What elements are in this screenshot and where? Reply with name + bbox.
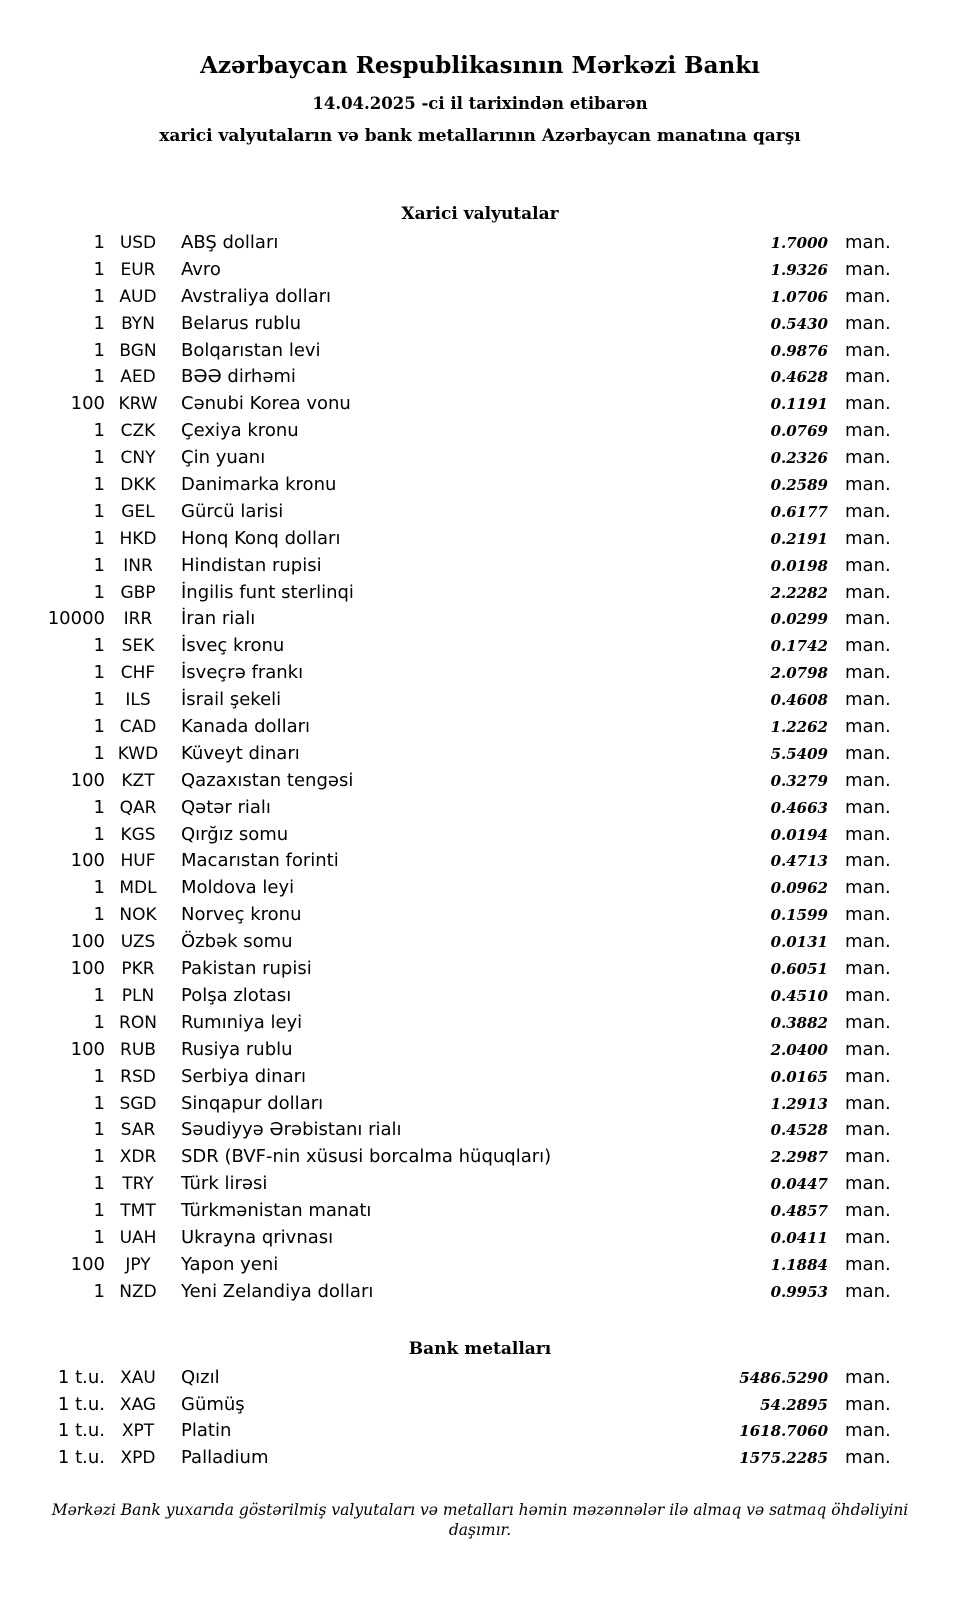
rate-quantity: 100 [70,931,105,953]
currency-code: DKK [120,475,156,496]
rate-quantity: 1 [93,232,105,253]
currency-name: Qazaxıstan tengəsi [181,769,354,791]
rate-value: 1618.7060 [739,1422,828,1441]
currency-code: IRR [123,609,153,630]
disclaimer-text: Mərkəzi Bank yuxarıda göstərilmiş valyutaları və metalları həmin məzənnələr ilə almaq və satmaq öhdəliyini daşımır. [51,1501,909,1540]
currency-code: CZK [120,421,156,442]
unit-label: man. [845,285,891,307]
rate-quantity: 1 [93,420,105,442]
rate-value: 0.5430 [770,314,828,333]
currency-name: Yeni Zelandiya dolları [181,1280,374,1302]
unit-label: man. [845,258,891,280]
currency-code: CNY [120,448,156,469]
currency-name: Səudiyyə Ərəbistanı rialı [181,1119,402,1141]
currency-code: CHF [120,663,156,684]
currency-name: SDR (BVF-nin xüsusi borcalma hüquqları) [181,1146,552,1168]
rate-value: 0.4628 [770,368,828,387]
rate-row [0,1420,893,1447]
rate-quantity: 1 [93,984,105,1006]
rate-row [0,582,893,609]
rate-row [0,716,893,743]
rate-value: 1.9326 [770,260,828,279]
rate-row [0,1012,893,1039]
rate-value: 0.4528 [770,1121,828,1140]
unit-label: man. [845,1011,891,1033]
currency-name: Çexiya kronu [181,420,299,442]
currency-code: RSD [120,1066,156,1087]
currency-name: Türk lirəsi [181,1173,268,1195]
rate-row [0,1039,893,1066]
rate-value: 0.3279 [770,771,828,790]
unit-label: man. [845,742,891,764]
rate-row [0,1394,893,1421]
rate-quantity: 1 [93,662,105,684]
currency-name: Norveç kronu [181,904,302,926]
rate-quantity: 1 [93,1092,105,1114]
rate-value: 1.7000 [770,234,828,252]
rate-value: 2.2282 [770,583,828,602]
unit-label: man. [845,527,891,549]
currency-code: AED [120,367,156,388]
currency-code: RUB [120,1039,156,1060]
rate-quantity: 1 [93,581,105,603]
unit-label: man. [845,823,891,845]
unit-label: man. [845,1253,891,1275]
currency-name: Qızıl [181,1366,220,1388]
currency-name: Qətər rialı [181,796,271,818]
rate-row [0,1093,893,1120]
rate-row [0,1119,893,1146]
rate-row [0,1281,893,1308]
currency-name: Polşa zlotası [181,984,292,1006]
page-title: Azərbaycan Respublikasının Mərkəzi Bankı [200,52,760,79]
currency-name: Kanada dolları [181,716,311,738]
currency-name: Belarus rublu [181,312,302,334]
rate-quantity: 1 [93,877,105,899]
rate-value: 5.5409 [770,744,828,763]
unit-label: man. [845,474,891,496]
currency-code: AUD [119,286,157,307]
unit-label: man. [845,958,891,980]
currency-code: INR [123,555,153,576]
currency-code: BYN [121,313,155,334]
rate-row [0,393,893,420]
unit-label: man. [845,554,891,576]
currency-code: XPD [120,1448,156,1469]
currency-name: Macarıstan forinti [181,850,339,872]
currency-name: Avro [181,258,221,280]
currency-name: İsveç kronu [181,635,285,657]
rate-value: 0.4510 [770,986,828,1005]
currency-code: JPY [125,1254,151,1275]
rate-quantity: 100 [70,769,105,791]
rate-value: 0.0447 [770,1175,828,1194]
currency-code: USD [119,233,157,253]
currency-code: KWD [117,743,159,764]
rate-value: 0.9876 [770,341,828,360]
rate-row [0,1200,893,1227]
metals-section-title: Bank metalları [408,1338,552,1359]
rate-row [0,958,893,985]
rate-row [0,1254,893,1281]
rate-quantity: 100 [70,393,105,415]
rate-row [0,877,893,904]
rate-value: 1.1884 [770,1255,828,1274]
rate-row [0,1367,893,1394]
currency-name: İran rialı [181,608,256,630]
rate-value: 0.4713 [770,852,828,871]
rate-row [0,662,893,689]
currency-name: Çin yuanı [181,447,266,469]
rate-quantity: 1 [93,258,105,280]
rate-value: 1.0706 [770,287,828,306]
rate-quantity: 1 [93,312,105,334]
rate-row [0,474,893,501]
rate-row [0,904,893,931]
rate-quantity: 1 [93,285,105,307]
currency-code: KGS [120,824,156,845]
currency-code: BGN [119,340,157,361]
rate-quantity: 1 [93,1146,105,1168]
rate-quantity: 1 t.u. [57,1366,105,1388]
unit-label: man. [845,635,891,657]
currency-code: GEL [121,501,155,522]
currency-name: Gürcü larisi [181,500,284,522]
rate-row [0,635,893,662]
currency-code: HUF [120,851,156,872]
currency-name: Moldova leyi [181,877,295,899]
rate-value: 0.0411 [770,1228,828,1247]
unit-label: man. [845,1226,891,1248]
rate-row [0,528,893,555]
rate-row [0,850,893,877]
rate-value: 0.1191 [770,395,828,414]
unit-label: man. [845,1420,891,1442]
currency-code: PKR [121,959,155,980]
unit-label: man. [845,339,891,361]
currency-name: BƏƏ dirhəmi [181,366,296,388]
rate-value: 0.1599 [770,906,828,925]
currency-name: Platin [181,1420,232,1442]
rate-quantity: 100 [70,958,105,980]
unit-label: man. [845,393,891,415]
rate-row [0,555,893,582]
rate-value: 54.2895 [760,1395,828,1414]
currency-code: SAR [120,1120,156,1141]
currency-code: XAG [119,1394,157,1415]
unit-label: man. [845,1146,891,1168]
currency-code: UAH [119,1227,157,1248]
unit-label: man. [845,1065,891,1087]
currency-name: İngilis funt sterlinqi [181,581,354,603]
rate-row [0,770,893,797]
currency-name: Küveyt dinarı [181,742,300,764]
rate-quantity: 1 [93,339,105,361]
unit-label: man. [845,1092,891,1114]
rate-quantity: 1 [93,1280,105,1302]
rate-value: 0.0194 [770,825,828,844]
currency-code: GBP [120,582,156,603]
rate-quantity: 1 [93,1200,105,1222]
rate-value: 2.2987 [770,1148,828,1167]
currency-name: Palladium [181,1447,269,1469]
currency-code: HKD [119,528,157,549]
currency-code: SGD [119,1093,157,1114]
currency-code: EUR [120,259,156,280]
rate-row [0,931,893,958]
rate-quantity: 100 [70,1038,105,1060]
rate-value: 0.4663 [770,798,828,817]
rate-row [0,1146,893,1173]
unit-label: man. [845,447,891,469]
effective-date-line: 14.04.2025 -ci il tarixindən etibarən [312,94,648,113]
unit-label: man. [845,850,891,872]
rate-row [0,232,893,259]
rate-value: 0.0131 [770,933,828,952]
currency-code: XPT [121,1421,155,1442]
rate-quantity: 1 [93,742,105,764]
rate-value: 0.1742 [770,637,828,656]
rate-quantity: 1 t.u. [57,1420,105,1442]
unit-label: man. [845,366,891,388]
rate-row [0,447,893,474]
rate-quantity: 1 t.u. [57,1393,105,1415]
currency-code: MDL [119,878,157,899]
currency-name: Hindistan rupisi [181,554,322,576]
rate-row [0,366,893,393]
rate-value: 1575.2285 [739,1449,828,1468]
unit-label: man. [845,1038,891,1060]
currency-code: NZD [119,1281,157,1302]
rate-quantity: 1 [93,1226,105,1248]
currencies-table [0,232,893,1308]
rate-row [0,1173,893,1200]
unit-label: man. [845,1366,891,1388]
currencies-section-title: Xarici valyutalar [401,204,559,224]
currency-code: NOK [119,905,157,926]
unit-label: man. [845,796,891,818]
rate-row [0,689,893,716]
unit-label: man. [845,581,891,603]
currency-code: KZT [121,770,155,791]
rate-row [0,743,893,770]
rate-row [0,797,893,824]
rate-value: 0.3882 [770,1013,828,1032]
rate-value: 0.2191 [770,529,828,548]
unit-label: man. [845,716,891,738]
currency-name: Honq Konq dolları [181,527,341,549]
unit-label: man. [845,312,891,334]
rate-row [0,1227,893,1254]
currency-name: Yapon yeni [181,1253,279,1275]
unit-label: man. [845,689,891,711]
unit-label: man. [845,1393,891,1415]
currency-code: TRY [122,1174,154,1195]
unit-label: man. [845,1200,891,1222]
rate-quantity: 1 [93,635,105,657]
rate-row [0,501,893,528]
rate-quantity: 1 [93,527,105,549]
rate-row [0,313,893,340]
rate-row [0,824,893,851]
rate-value: 5486.5290 [739,1368,828,1387]
rate-quantity: 1 [93,1065,105,1087]
unit-label: man. [845,931,891,953]
rate-quantity: 1 [93,500,105,522]
currency-code: PLN [121,985,155,1006]
rate-value: 0.0769 [770,422,828,441]
rate-value: 0.0198 [770,556,828,575]
unit-label: man. [845,232,891,253]
rate-quantity: 1 [93,554,105,576]
rate-value: 0.0962 [770,879,828,898]
currency-name: İsrail şekeli [181,689,282,711]
unit-label: man. [845,877,891,899]
unit-label: man. [845,984,891,1006]
rate-quantity: 1 [93,1173,105,1195]
rate-quantity: 10000 [47,608,105,630]
currency-code: ILS [125,690,151,711]
rate-value: 0.2589 [770,476,828,495]
unit-label: man. [845,1447,891,1469]
document-subtitle: xarici valyutaların və bank metallarının Azərbaycan manatına qarşı [159,126,801,146]
currency-name: Pakistan rupisi [181,958,312,980]
rate-quantity: 100 [70,850,105,872]
currency-name: Qırğız somu [181,823,289,845]
rate-row [0,608,893,635]
rate-row [0,340,893,367]
currency-name: Sinqapur dolları [181,1092,324,1114]
rate-quantity: 1 [93,796,105,818]
currency-name: ABŞ dolları [181,232,279,253]
currency-name: Gümüş [181,1393,245,1415]
rate-quantity: 1 [93,716,105,738]
currency-code: TMT [120,1201,156,1222]
rate-quantity: 1 [93,1011,105,1033]
metals-table [0,1367,893,1475]
unit-label: man. [845,1280,891,1302]
rate-value: 0.0299 [770,610,828,629]
rate-value: 0.4857 [770,1202,828,1221]
currency-code: XAU [120,1367,156,1388]
currency-code: CAD [119,717,157,738]
currency-code: UZS [120,932,156,953]
unit-label: man. [845,500,891,522]
currency-name: İsveçrə frankı [181,662,304,684]
currency-name: Bolqarıstan levi [181,339,321,361]
unit-label: man. [845,420,891,442]
rate-quantity: 1 [93,447,105,469]
currency-name: Özbək somu [181,931,293,953]
unit-label: man. [845,608,891,630]
rate-value: 0.6177 [770,502,828,521]
rate-quantity: 1 [93,904,105,926]
currency-name: Cənubi Korea vonu [181,393,351,415]
rate-value: 0.2326 [770,449,828,468]
currency-code: QAR [119,797,157,818]
unit-label: man. [845,904,891,926]
currency-code: XDR [119,1147,157,1168]
currency-name: Türkmənistan manatı [181,1200,372,1222]
currency-name: Avstraliya dolları [181,285,332,307]
currency-name: Rusiya rublu [181,1038,293,1060]
rate-row [0,259,893,286]
rate-quantity: 1 [93,823,105,845]
unit-label: man. [845,662,891,684]
rate-row [0,1066,893,1093]
rate-value: 0.4608 [770,691,828,710]
rate-quantity: 100 [70,1253,105,1275]
currency-name: Serbiya dinarı [181,1065,306,1087]
unit-label: man. [845,769,891,791]
rate-row [0,1447,893,1474]
rate-value: 0.9953 [770,1282,828,1301]
rate-value: 1.2913 [770,1094,828,1113]
rate-value: 2.0400 [770,1040,828,1059]
rate-value: 0.6051 [770,960,828,979]
currency-name: Ukrayna qrivnası [181,1226,334,1248]
rate-row [0,420,893,447]
rate-value: 2.0798 [770,664,828,683]
currency-name: Danimarka kronu [181,474,337,496]
rate-value: 0.0165 [770,1067,828,1086]
currency-code: KRW [118,394,158,415]
rate-quantity: 1 [93,474,105,496]
currency-code: RON [119,1012,157,1033]
rate-row [0,985,893,1012]
rate-quantity: 1 [93,1119,105,1141]
rate-quantity: 1 t.u. [57,1447,105,1469]
rate-quantity: 1 [93,689,105,711]
rate-row [0,286,893,313]
currency-code: SEK [121,636,155,657]
unit-label: man. [845,1119,891,1141]
rate-value: 1.2262 [770,718,828,737]
unit-label: man. [845,1173,891,1195]
currency-name: Rumıniya leyi [181,1011,303,1033]
rate-quantity: 1 [93,366,105,388]
